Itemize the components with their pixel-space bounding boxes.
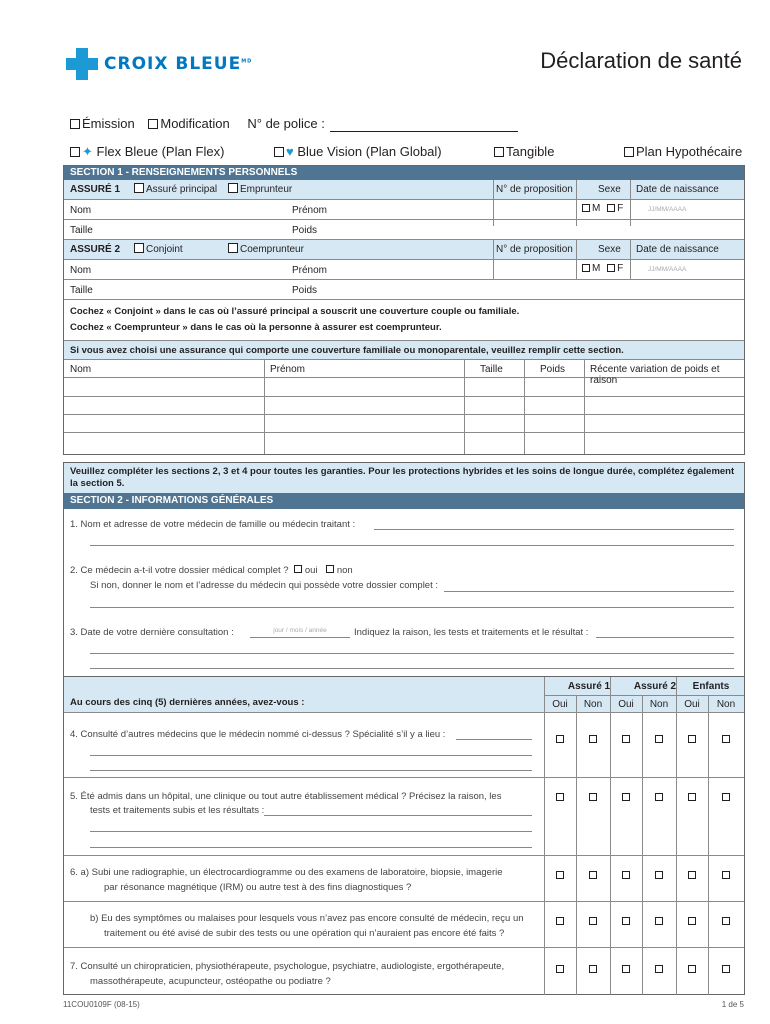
q2b-label: Si non, donner le nom et l’adresse du médecin qui possède votre dossier complet : xyxy=(90,580,439,591)
conjoint-checkbox[interactable] xyxy=(134,243,144,253)
q4-answer-checkbox-3[interactable] xyxy=(622,735,630,743)
q5-answer-checkbox-6[interactable] xyxy=(722,793,730,801)
q7-answer-checkbox-2[interactable] xyxy=(589,965,597,973)
brand-name: CROIX $BLEUE^{MD}$ xyxy=(104,54,253,74)
family-columns xyxy=(64,360,744,386)
q5-answer-checkbox-5[interactable] xyxy=(688,793,696,801)
proposition-label: N° de proposition xyxy=(496,184,573,195)
q1-label: 1. Nom et adresse de votre médecin de famille ou médecin traitant : xyxy=(70,519,356,530)
page-number: 1 de 5 xyxy=(721,1000,744,1009)
footer-code: 11COU0109F (08-15) xyxy=(63,1000,140,1009)
q2-row xyxy=(70,565,353,576)
options-row-1 xyxy=(70,116,518,132)
assure2-label: ASSURÉ 2 xyxy=(70,244,121,255)
section-1 xyxy=(63,165,745,455)
assure2-taille-row xyxy=(64,280,744,300)
q7b-label: massothérapeute, acupuncteur, ostéopathe ou podiatre ? xyxy=(90,976,331,987)
section-2 xyxy=(63,462,745,677)
assure1-header xyxy=(64,180,744,200)
q4-answer-checkbox-6[interactable] xyxy=(722,735,730,743)
q7-label: 7. Consulté un chiropraticien, physiothérapeute, psychologue, psychiatre, audiologiste, ergothérapeute, xyxy=(70,961,505,972)
f-label: F xyxy=(617,203,624,214)
q7-answer-checkbox-3[interactable] xyxy=(622,965,630,973)
proposition-label-2: N° de proposition xyxy=(496,244,573,255)
assure1-taille-row xyxy=(64,220,744,240)
police-input[interactable] xyxy=(330,116,518,132)
col-assure1: Assuré 1 xyxy=(567,681,611,692)
q6b-answer-checkbox-4[interactable] xyxy=(655,917,663,925)
tangible-label: Tangible xyxy=(506,144,555,159)
col-enfants: Enfants xyxy=(692,681,730,692)
emission-label: Émission xyxy=(82,116,135,131)
q2-oui-label: oui xyxy=(304,565,318,576)
m-label: M xyxy=(592,203,601,214)
date-format-2: JJ/MM/AAAA xyxy=(648,266,687,273)
q6b-label: b) Eu des symptômes ou malaises pour lesquels vous n’avez pas encore consulté de médecin, reçu un xyxy=(90,913,524,924)
q5-label: 5. Été admis dans un hôpital, une clinique ou tout autre établissement médical ? Précisez la raison, les xyxy=(70,791,502,802)
hypothecaire-label: Plan Hypothécaire xyxy=(636,144,743,159)
emprunteur-checkbox[interactable] xyxy=(228,183,238,193)
assure1-label: ASSURÉ 1 xyxy=(70,184,121,195)
q7-answer-checkbox-6[interactable] xyxy=(722,965,730,973)
family-col-taille: Taille xyxy=(480,364,503,375)
col-non-2: Non xyxy=(649,699,669,710)
note-coemprunteur: Cochez « Coemprunteur » dans le cas où la personne à assurer est coemprunteur. xyxy=(70,322,442,333)
sexe-m-checkbox[interactable] xyxy=(582,204,590,212)
assure2-nom-row xyxy=(64,260,744,280)
modification-checkbox[interactable] xyxy=(148,119,158,129)
modification-label: Modification xyxy=(160,116,230,131)
sexe-label: Sexe xyxy=(598,184,621,195)
q6a-answer-checkbox-5[interactable] xyxy=(688,871,696,879)
col-non-3: Non xyxy=(716,699,736,710)
col-oui-1: Oui xyxy=(552,699,568,710)
conjoint-label: Conjoint xyxy=(146,244,183,255)
assure2-header xyxy=(64,240,744,260)
q5-answer-checkbox-3[interactable] xyxy=(622,793,630,801)
q6b2-label: traitement ou été avisé de subir des tests ou une opération qui n’auraient pas encore été faits ? xyxy=(104,928,505,939)
q6a-label: 6. a) Subi une radiographie, un électrocardiogramme ou des examens de laboratoire, biopsie, imagerie xyxy=(70,867,503,878)
q2-non-label: non xyxy=(336,565,353,576)
m-label-2: M xyxy=(592,263,601,274)
q3b-label: Indiquez la raison, les tests et traitements et le résultat : xyxy=(354,627,589,638)
taille-label: Taille xyxy=(70,225,93,236)
q5b-label: tests et traitements subis et les résultats : xyxy=(90,805,265,816)
croix-bleue-logo xyxy=(66,48,252,80)
q4-answer-checkbox-2[interactable] xyxy=(589,735,597,743)
col-non-1: Non xyxy=(583,699,603,710)
q2-oui-checkbox[interactable] xyxy=(294,565,302,573)
coemprunteur-checkbox[interactable] xyxy=(228,243,238,253)
q7-answer-checkbox-1[interactable] xyxy=(556,965,564,973)
page-title: Déclaration de santé xyxy=(540,48,742,73)
q2-non-checkbox[interactable] xyxy=(326,565,334,573)
q6a-answer-checkbox-1[interactable] xyxy=(556,871,564,879)
section-1-title: SECTION 1 - RENSEIGNEMENTS PERSONNELS xyxy=(64,166,744,180)
naissance-label: Date de naissance xyxy=(636,184,719,195)
section-2-title: SECTION 2 - INFORMATIONS GÉNÉRALES xyxy=(64,493,744,509)
q4-answer-checkbox-1[interactable] xyxy=(556,735,564,743)
flex-checkbox[interactable] xyxy=(70,147,80,157)
coemprunteur-label: Coemprunteur xyxy=(240,244,304,255)
cross-icon xyxy=(66,48,98,80)
q5-answer-checkbox-2[interactable] xyxy=(589,793,597,801)
col-oui-3: Oui xyxy=(684,699,700,710)
sexe-f-checkbox[interactable] xyxy=(607,204,615,212)
nom-label: Nom xyxy=(70,205,92,216)
q4-answer-checkbox-5[interactable] xyxy=(688,735,696,743)
family-col-nom: Nom xyxy=(70,364,92,375)
prenom-label: Prénom xyxy=(292,205,328,216)
poids-label: Poids xyxy=(292,225,318,236)
naissance-label-2: Date de naissance xyxy=(636,244,719,255)
family-header: Si vous avez choisi une assurance qui comporte une couverture familiale ou monoparentale, veuillez remplir cette section. xyxy=(64,340,744,360)
assure-principal-checkbox[interactable] xyxy=(134,183,144,193)
family-col-prenom: Prénom xyxy=(270,364,306,375)
q4-label: 4. Consulté d’autres médecins que le médecin nommé ci-dessus ? Spécialité s’il y a lieu : xyxy=(70,729,446,740)
f-label-2: F xyxy=(617,263,624,274)
vision-icon: ♥ xyxy=(286,144,294,159)
emission-checkbox[interactable] xyxy=(70,119,80,129)
poids-label-2: Poids xyxy=(292,285,318,296)
vision-checkbox[interactable] xyxy=(274,147,284,157)
police-label: N° de police : xyxy=(247,116,325,131)
family-col-variation: Récente variation de poids et raison xyxy=(590,364,720,386)
q5-answer-checkbox-4[interactable] xyxy=(655,793,663,801)
q4-answer-checkbox-4[interactable] xyxy=(655,735,663,743)
q6a-answer-checkbox-2[interactable] xyxy=(589,871,597,879)
q6a-answer-checkbox-4[interactable] xyxy=(655,871,663,879)
date-format: JJ/MM/AAAA xyxy=(648,206,687,213)
notice-text: Veuillez compléter les sections 2, 3 et 4 pour toutes les garanties. Pour les protections hybrides et les soins de longue durée, complétez également la section 5. xyxy=(64,463,744,493)
col-assure2: Assuré 2 xyxy=(633,681,677,692)
hypothecaire-checkbox[interactable] xyxy=(624,147,634,157)
assure-principal-label: Assuré principal xyxy=(146,184,218,195)
note-conjoint: Cochez « Conjoint » dans le cas où l’assuré principal a souscrit une couverture couple ou familiale. xyxy=(70,306,520,317)
q7-answer-checkbox-4[interactable] xyxy=(655,965,663,973)
nom-label-2: Nom xyxy=(70,265,92,276)
col-oui-2: Oui xyxy=(618,699,634,710)
q3-date-input[interactable]: jour / mois / année xyxy=(250,627,350,638)
prenom-label-2: Prénom xyxy=(292,265,328,276)
q5-answer-checkbox-1[interactable] xyxy=(556,793,564,801)
q6a-answer-checkbox-3[interactable] xyxy=(622,871,630,879)
family-col-poids: Poids xyxy=(540,364,566,375)
q6a2-label: par résonance magnétique (IRM) ou autre test à des fins diagnostiques ? xyxy=(104,882,412,893)
q2-label: 2. Ce médecin a-t-il votre dossier médical complet ? xyxy=(70,565,289,576)
tangible-checkbox[interactable] xyxy=(494,147,504,157)
flex-label: Flex Bleue (Plan Flex) xyxy=(96,144,225,159)
sexe-f-checkbox-2[interactable] xyxy=(607,264,615,272)
assure1-nom-row xyxy=(64,200,744,220)
q7-answer-checkbox-5[interactable] xyxy=(688,965,696,973)
taille-label-2: Taille xyxy=(70,285,93,296)
flex-icon: ✦ xyxy=(82,144,93,159)
q6a-answer-checkbox-6[interactable] xyxy=(722,871,730,879)
q3-label: 3. Date de votre dernière consultation : xyxy=(70,627,234,638)
q6b-answer-checkbox-2[interactable] xyxy=(589,917,597,925)
history-table xyxy=(63,677,745,995)
q6b-answer-checkbox-6[interactable] xyxy=(722,917,730,925)
q6b-answer-checkbox-5[interactable] xyxy=(688,917,696,925)
q6b-answer-checkbox-1[interactable] xyxy=(556,917,564,925)
vision-label: Blue Vision (Plan Global) xyxy=(297,144,442,159)
sexe-label-2: Sexe xyxy=(598,244,621,255)
q6b-answer-checkbox-3[interactable] xyxy=(622,917,630,925)
sexe-m-checkbox-2[interactable] xyxy=(582,264,590,272)
emprunteur-label: Emprunteur xyxy=(240,184,293,195)
history-lead: Au cours des cinq (5) dernières années, avez-vous : xyxy=(70,697,305,708)
